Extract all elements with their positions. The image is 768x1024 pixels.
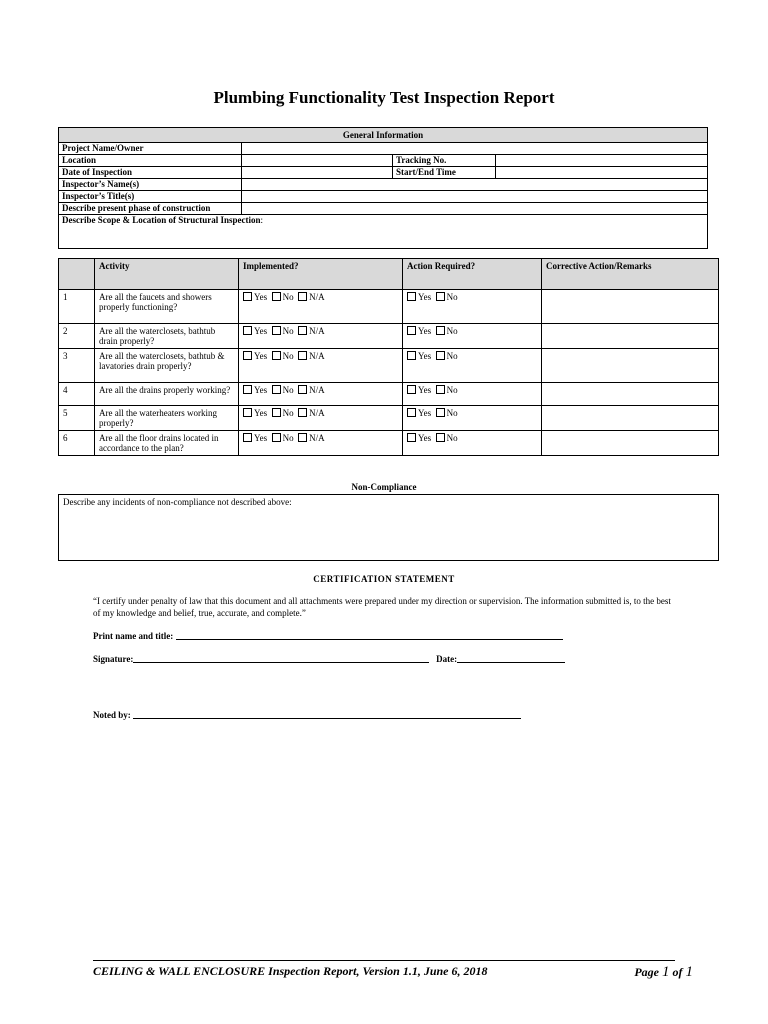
option-yes[interactable]: Yes	[243, 433, 267, 443]
checkbox-icon[interactable]	[298, 292, 307, 301]
option-na[interactable]: N/A	[298, 433, 325, 443]
scope-label: Describe Scope & Location of Structural Inspection	[62, 215, 261, 225]
scope-field[interactable]: Describe Scope & Location of Structural Inspection:	[59, 215, 708, 249]
noncompliance-prompt: Describe any incidents of non-compliance not described above:	[63, 497, 292, 507]
checkbox-icon[interactable]	[436, 408, 445, 417]
row-number: 4	[59, 383, 95, 406]
option-yes[interactable]: Yes	[407, 326, 431, 336]
implemented-options	[239, 406, 403, 431]
start-end-time-field[interactable]	[496, 167, 708, 179]
checkbox-icon[interactable]	[243, 351, 252, 360]
checkbox-icon[interactable]	[436, 326, 445, 335]
activity-table	[58, 258, 719, 456]
noncompliance-field[interactable]	[58, 494, 719, 561]
option-no[interactable]: No	[272, 408, 294, 418]
phase-label: Describe present phase of construction	[59, 203, 242, 215]
checkbox-icon[interactable]	[272, 292, 281, 301]
inspector-name-field[interactable]	[242, 179, 708, 191]
phase-field[interactable]	[242, 203, 708, 215]
checkbox-icon[interactable]	[272, 326, 281, 335]
activity-question: Are all the floor drains located in accordance to the plan?	[95, 431, 239, 456]
option-no[interactable]: No	[272, 433, 294, 443]
noted-by-field[interactable]	[133, 709, 521, 719]
action-required-options	[403, 406, 542, 431]
checkbox-icon[interactable]	[243, 326, 252, 335]
noncompliance-title: Non-Compliance	[351, 482, 417, 492]
footer-divider	[93, 960, 675, 961]
date-of-inspection-field[interactable]	[242, 167, 393, 179]
inspector-title-field[interactable]	[242, 191, 708, 203]
action-required-options	[403, 324, 542, 349]
option-yes[interactable]: Yes	[407, 433, 431, 443]
checkbox-icon[interactable]	[407, 326, 416, 335]
checkbox-icon[interactable]	[407, 351, 416, 360]
remarks-field[interactable]	[542, 349, 719, 383]
action-required-options	[403, 290, 542, 324]
row-number: 1	[59, 290, 95, 324]
general-information-header: General Information	[59, 128, 708, 143]
option-no[interactable]: No	[436, 351, 458, 361]
option-no[interactable]: No	[436, 408, 458, 418]
implemented-options	[239, 290, 403, 324]
remarks-field[interactable]	[542, 383, 719, 406]
option-na[interactable]: N/A	[298, 385, 325, 395]
checkbox-icon[interactable]	[272, 385, 281, 394]
signature-row	[93, 653, 565, 664]
checkbox-icon[interactable]	[298, 408, 307, 417]
action-required-options	[403, 383, 542, 406]
certification-title: CERTIFICATION STATEMENT	[313, 574, 455, 584]
print-name-row	[93, 630, 563, 641]
tracking-no-label: Tracking No.	[393, 155, 496, 167]
inspector-title-label: Inspector’s Title(s)	[59, 191, 242, 203]
option-na[interactable]: N/A	[298, 408, 325, 418]
checkbox-icon[interactable]	[407, 292, 416, 301]
page-indicator: Page 1 of 1	[634, 964, 693, 980]
option-yes[interactable]: Yes	[243, 351, 267, 361]
date-field[interactable]	[457, 653, 565, 663]
checkbox-icon[interactable]	[243, 408, 252, 417]
option-no[interactable]: No	[436, 385, 458, 395]
checkbox-icon[interactable]	[272, 351, 281, 360]
print-name-field[interactable]	[176, 630, 563, 640]
option-yes[interactable]: Yes	[407, 385, 431, 395]
checkbox-icon[interactable]	[436, 351, 445, 360]
col-action-required-header: Action Required?	[403, 259, 542, 290]
col-implemented-header: Implemented?	[239, 259, 403, 290]
implemented-options	[239, 349, 403, 383]
signature-label: Signature:	[93, 654, 134, 664]
start-end-time-label: Start/End Time	[393, 167, 496, 179]
general-information-table	[58, 127, 708, 249]
checkbox-icon[interactable]	[272, 433, 281, 442]
page-number: 1	[662, 964, 670, 980]
page-total: 1	[685, 964, 693, 980]
checkbox-icon[interactable]	[407, 408, 416, 417]
table-row	[59, 383, 719, 406]
footer-text: CEILING & WALL ENCLOSURE Inspection Report, Version 1.1, June 6, 2018	[93, 964, 488, 978]
checkbox-icon[interactable]	[243, 433, 252, 442]
row-number: 5	[59, 406, 95, 431]
checkbox-icon[interactable]	[436, 385, 445, 394]
date-label: Date:	[436, 654, 458, 664]
noted-by-label: Noted by:	[93, 710, 131, 720]
option-no[interactable]: No	[272, 351, 294, 361]
remarks-field[interactable]	[542, 431, 719, 456]
option-yes[interactable]: Yes	[243, 326, 267, 336]
option-na[interactable]: N/A	[298, 351, 325, 361]
checkbox-icon[interactable]	[436, 292, 445, 301]
option-no[interactable]: No	[272, 326, 294, 336]
signature-field[interactable]	[133, 653, 429, 663]
report-title: Plumbing Functionality Test Inspection Report	[213, 88, 555, 107]
col-activity-header: Activity	[95, 259, 239, 290]
checkbox-icon[interactable]	[407, 385, 416, 394]
row-number: 2	[59, 324, 95, 349]
checkbox-icon[interactable]	[272, 408, 281, 417]
option-na[interactable]: N/A	[298, 326, 325, 336]
option-yes[interactable]: Yes	[407, 292, 431, 302]
option-no[interactable]: No	[272, 385, 294, 395]
remarks-field[interactable]	[542, 406, 719, 431]
option-yes[interactable]: Yes	[407, 408, 431, 418]
table-row	[59, 431, 719, 456]
activity-question: Are all the drains properly working?	[95, 383, 239, 406]
location-label: Location	[59, 155, 242, 167]
option-na[interactable]: N/A	[298, 292, 325, 302]
col-number-header	[59, 259, 95, 290]
option-no[interactable]: No	[272, 292, 294, 302]
row-number: 3	[59, 349, 95, 383]
footer	[93, 964, 693, 979]
checkbox-icon[interactable]	[298, 385, 307, 394]
col-remarks-header: Corrective Action/Remarks	[542, 259, 719, 290]
checkbox-icon[interactable]	[298, 433, 307, 442]
table-row	[59, 324, 719, 349]
implemented-options	[239, 324, 403, 349]
checkbox-icon[interactable]	[407, 433, 416, 442]
row-number: 6	[59, 431, 95, 456]
remarks-field[interactable]	[542, 324, 719, 349]
tracking-no-field[interactable]	[496, 155, 708, 167]
activity-question: Are all the waterclosets, bathtub & lavatories drain properly?	[95, 349, 239, 383]
print-name-label: Print name and title:	[93, 631, 174, 641]
project-name-label: Project Name/Owner	[59, 143, 242, 155]
option-no[interactable]: No	[436, 433, 458, 443]
checkbox-icon[interactable]	[298, 351, 307, 360]
noted-by-row	[93, 709, 521, 720]
checkbox-icon[interactable]	[243, 385, 252, 394]
action-required-options	[403, 349, 542, 383]
implemented-options	[239, 383, 403, 406]
activity-question: Are all the waterclosets, bathtub drain properly?	[95, 324, 239, 349]
checkbox-icon[interactable]	[436, 433, 445, 442]
location-field[interactable]	[242, 155, 393, 167]
remarks-field[interactable]	[542, 290, 719, 324]
inspector-name-label: Inspector’s Name(s)	[59, 179, 242, 191]
project-name-field[interactable]	[242, 143, 708, 155]
option-no[interactable]: No	[436, 326, 458, 336]
implemented-options	[239, 431, 403, 456]
option-yes[interactable]: Yes	[407, 351, 431, 361]
table-row	[59, 406, 719, 431]
date-of-inspection-label: Date of Inspection	[59, 167, 242, 179]
activity-question: Are all the faucets and showers properly functioning?	[95, 290, 239, 324]
activity-question: Are all the waterheaters working properly?	[95, 406, 239, 431]
checkbox-icon[interactable]	[298, 326, 307, 335]
table-row	[59, 349, 719, 383]
checkbox-icon[interactable]	[243, 292, 252, 301]
option-yes[interactable]: Yes	[243, 292, 267, 302]
table-row	[59, 290, 719, 324]
option-yes[interactable]: Yes	[243, 385, 267, 395]
option-yes[interactable]: Yes	[243, 408, 267, 418]
certification-statement: “I certify under penalty of law that this document and all attachments were prepared under my direction or supervision. The information submitted is, to the best of my knowledge and belief, true, accurate, and complete.”	[93, 596, 671, 618]
action-required-options	[403, 431, 542, 456]
option-no[interactable]: No	[436, 292, 458, 302]
